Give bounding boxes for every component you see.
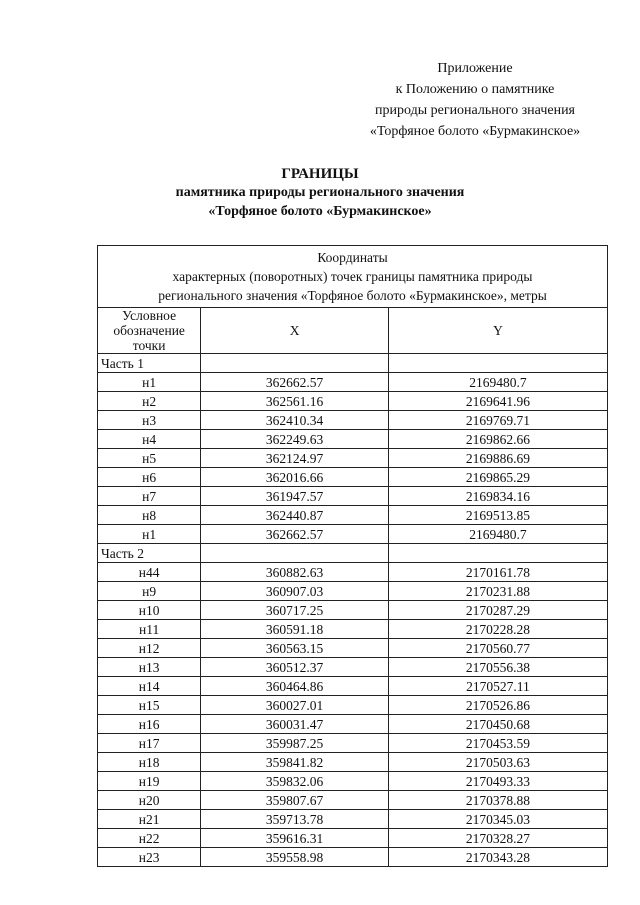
x-cell: 362016.66 [201, 468, 389, 487]
x-cell: 360031.47 [201, 715, 389, 734]
table-row [98, 506, 608, 525]
empty-cell [201, 354, 389, 373]
annex-line: к Положению о памятнике [395, 82, 555, 97]
table-row [98, 601, 608, 620]
y-cell: 2170560.77 [388, 639, 607, 658]
y-cell: 2170328.27 [388, 829, 607, 848]
annex-line: природы регионального значения [375, 103, 575, 118]
x-cell: 362662.57 [201, 373, 389, 392]
table-row [98, 810, 608, 829]
table-row [98, 620, 608, 639]
y-cell: 2169641.96 [388, 392, 607, 411]
y-cell: 2169862.66 [388, 430, 607, 449]
table-row [98, 449, 608, 468]
point-cell: н44 [98, 563, 201, 582]
table-caption-line: регионального значения «Торфяное болото «Бурмакинское», метры [158, 288, 547, 303]
x-cell: 360464.86 [201, 677, 389, 696]
table-row [98, 696, 608, 715]
column-header-point-line: обозначение [113, 323, 185, 338]
x-cell: 360907.03 [201, 582, 389, 601]
coordinates-table-body [98, 354, 608, 867]
point-cell: н5 [98, 449, 201, 468]
point-cell: н17 [98, 734, 201, 753]
table-row [98, 829, 608, 848]
x-cell: 360563.15 [201, 639, 389, 658]
table-row [98, 772, 608, 791]
y-cell: 2170161.78 [388, 563, 607, 582]
y-cell: 2170526.86 [388, 696, 607, 715]
part-row [98, 354, 608, 373]
x-cell: 359987.25 [201, 734, 389, 753]
column-header-x: X [201, 308, 389, 354]
column-header-y: Y [388, 308, 607, 354]
point-cell: н15 [98, 696, 201, 715]
y-cell: 2169480.7 [388, 525, 607, 544]
y-cell: 2170453.59 [388, 734, 607, 753]
point-cell: н6 [98, 468, 201, 487]
y-cell: 2169865.29 [388, 468, 607, 487]
table-caption-line: Координаты [317, 250, 388, 265]
table-row [98, 791, 608, 810]
y-cell: 2170343.28 [388, 848, 607, 867]
x-cell: 360591.18 [201, 620, 389, 639]
table-caption-line: характерных (поворотных) точек границы памятника природы [172, 269, 533, 284]
document-heading [0, 165, 640, 221]
point-cell: н14 [98, 677, 201, 696]
point-cell: н19 [98, 772, 201, 791]
y-cell: 2169834.16 [388, 487, 607, 506]
table-row [98, 411, 608, 430]
table-row [98, 487, 608, 506]
x-cell: 362249.63 [201, 430, 389, 449]
x-cell: 362410.34 [201, 411, 389, 430]
empty-cell [201, 544, 389, 563]
y-cell: 2170231.88 [388, 582, 607, 601]
column-header-point-line: Условное [122, 308, 177, 323]
x-cell: 362662.57 [201, 525, 389, 544]
column-header-point [98, 308, 201, 354]
table-row [98, 734, 608, 753]
table-row [98, 639, 608, 658]
point-cell: н22 [98, 829, 201, 848]
document-title: ГРАНИЦЫ [281, 166, 359, 182]
y-cell: 2169513.85 [388, 506, 607, 525]
x-cell: 362124.97 [201, 449, 389, 468]
x-cell: 361947.57 [201, 487, 389, 506]
coordinates-table [97, 245, 608, 867]
x-cell: 359841.82 [201, 753, 389, 772]
point-cell: н23 [98, 848, 201, 867]
y-cell: 2170287.29 [388, 601, 607, 620]
table-row [98, 848, 608, 867]
point-cell: н10 [98, 601, 201, 620]
x-cell: 359807.67 [201, 791, 389, 810]
y-cell: 2170345.03 [388, 810, 607, 829]
y-cell: 2169480.7 [388, 373, 607, 392]
annex-line: Приложение [437, 61, 513, 76]
table-caption [98, 246, 608, 308]
x-cell: 359832.06 [201, 772, 389, 791]
empty-cell [388, 354, 607, 373]
table-row [98, 658, 608, 677]
point-cell: н11 [98, 620, 201, 639]
table-row [98, 468, 608, 487]
y-cell: 2170450.68 [388, 715, 607, 734]
point-cell: н1 [98, 373, 201, 392]
point-cell: н7 [98, 487, 201, 506]
table-row [98, 392, 608, 411]
point-cell: н4 [98, 430, 201, 449]
y-cell: 2170527.11 [388, 677, 607, 696]
x-cell: 360512.37 [201, 658, 389, 677]
x-cell: 360882.63 [201, 563, 389, 582]
table-row [98, 430, 608, 449]
point-cell: н13 [98, 658, 201, 677]
point-cell: н9 [98, 582, 201, 601]
table-row [98, 525, 608, 544]
point-cell: н20 [98, 791, 201, 810]
table-row [98, 753, 608, 772]
table-row [98, 582, 608, 601]
point-cell: н3 [98, 411, 201, 430]
document-subtitle-line2: «Торфяное болото «Бурмакинское» [208, 204, 432, 219]
point-cell: н16 [98, 715, 201, 734]
table-row [98, 715, 608, 734]
part-label: Часть 1 [98, 354, 201, 373]
x-cell: 359713.78 [201, 810, 389, 829]
y-cell: 2170556.38 [388, 658, 607, 677]
x-cell: 359616.31 [201, 829, 389, 848]
y-cell: 2170493.33 [388, 772, 607, 791]
table-row [98, 563, 608, 582]
x-cell: 362440.87 [201, 506, 389, 525]
x-cell: 362561.16 [201, 392, 389, 411]
point-cell: н1 [98, 525, 201, 544]
table-row [98, 677, 608, 696]
part-label: Часть 2 [98, 544, 201, 563]
point-cell: н8 [98, 506, 201, 525]
point-cell: н2 [98, 392, 201, 411]
y-cell: 2169886.69 [388, 449, 607, 468]
document-subtitle-line1: памятника природы регионального значения [175, 185, 465, 200]
y-cell: 2170378.88 [388, 791, 607, 810]
annex-reference [340, 58, 610, 142]
part-row [98, 544, 608, 563]
table-row [98, 373, 608, 392]
point-cell: н12 [98, 639, 201, 658]
annex-line: «Торфяное болото «Бурмакинское» [369, 124, 581, 139]
x-cell: 360717.25 [201, 601, 389, 620]
y-cell: 2169769.71 [388, 411, 607, 430]
column-header-point-line: точки [132, 338, 166, 353]
x-cell: 360027.01 [201, 696, 389, 715]
y-cell: 2170503.63 [388, 753, 607, 772]
point-cell: н21 [98, 810, 201, 829]
x-cell: 359558.98 [201, 848, 389, 867]
point-cell: н18 [98, 753, 201, 772]
y-cell: 2170228.28 [388, 620, 607, 639]
empty-cell [388, 544, 607, 563]
